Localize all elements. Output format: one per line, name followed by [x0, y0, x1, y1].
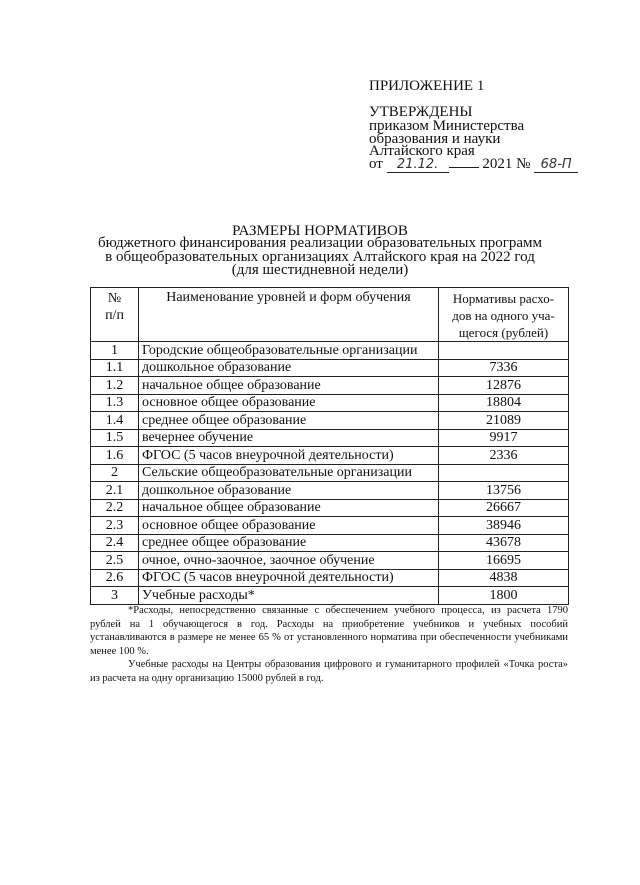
row-number: 2.3	[91, 517, 139, 535]
row-value: 12876	[439, 377, 569, 395]
annex-label: ПРИЛОЖЕНИЕ 1	[369, 78, 485, 94]
row-number: 3	[91, 587, 139, 605]
row-value: 7336	[439, 359, 569, 377]
header-num-line: п/п	[105, 308, 124, 323]
row-name: основное общее образование	[139, 517, 439, 535]
document-title: РАЗМЕРЫ НОРМАТИВОВ	[232, 223, 408, 239]
table-header-row	[91, 288, 569, 342]
row-value: 2336	[439, 447, 569, 465]
order-line: приказом Министерства	[369, 118, 525, 134]
header-value-line: Нормативы расхо-	[452, 291, 555, 306]
subtitle-line: бюджетного финансирования реализации образовательных программ	[97, 235, 543, 251]
order-year: 2021 №	[482, 156, 531, 172]
approved-label: УТВЕРЖДЕНЫ	[369, 104, 473, 120]
footnote: Учебные расходы на Центры образования цифрового и гуманитарного профилей «Точка роста» из расчета на одну организацию 15000 рублей в год.	[90, 659, 568, 684]
row-name: дошкольное образование	[139, 482, 439, 500]
row-value: 38946	[439, 517, 569, 535]
row-number: 1	[91, 342, 139, 360]
row-number: 1.6	[91, 447, 139, 465]
row-value: 43678	[439, 534, 569, 552]
table-body	[91, 342, 569, 605]
table-row	[91, 377, 569, 395]
table-row	[91, 359, 569, 377]
row-name: дошкольное образование	[139, 359, 439, 377]
table-row	[91, 569, 569, 587]
row-number: 1.5	[91, 429, 139, 447]
row-name: среднее общее образование	[139, 534, 439, 552]
row-number: 1.4	[91, 412, 139, 430]
row-value	[439, 464, 569, 482]
header-value-line: щегося (рублей)	[458, 325, 549, 340]
row-name: основное общее образование	[139, 394, 439, 412]
header-num	[91, 288, 139, 342]
header-name: Наименование уровней и форм обучения	[139, 288, 439, 342]
row-number: 2.5	[91, 552, 139, 570]
row-name: начальное общее образование	[139, 377, 439, 395]
row-number: 2.4	[91, 534, 139, 552]
subtitle-line: в общеобразовательных организациях Алтайского края на 2022 год	[105, 248, 535, 265]
header-value	[439, 288, 569, 342]
table-row	[91, 412, 569, 430]
order-date-line	[369, 156, 578, 173]
document-subtitle	[80, 237, 560, 278]
row-number: 1.2	[91, 377, 139, 395]
handwritten-date: 21.12.	[387, 157, 449, 173]
row-value: 13756	[439, 482, 569, 500]
row-name: Городские общеобразовательные организации	[139, 342, 439, 360]
table-row	[91, 447, 569, 465]
row-name: ФГОС (5 часов внеурочной деятельности)	[139, 447, 439, 465]
row-value: 21089	[439, 412, 569, 430]
row-value: 18804	[439, 394, 569, 412]
row-name: вечернее обучение	[139, 429, 439, 447]
handwritten-order-number: 68-П	[534, 157, 578, 173]
date-blank	[449, 167, 479, 168]
order-line: Алтайского края	[369, 143, 475, 159]
row-name: начальное общее образование	[139, 499, 439, 517]
header-value-line: дов на одного уча-	[452, 308, 555, 323]
row-value: 1800	[439, 587, 569, 605]
table-row	[91, 517, 569, 535]
order-reference	[369, 120, 524, 158]
row-value: 9917	[439, 429, 569, 447]
table-row	[91, 429, 569, 447]
row-name: ФГОС (5 часов внеурочной деятельности)	[139, 569, 439, 587]
row-number: 2	[91, 464, 139, 482]
row-value: 16695	[439, 552, 569, 570]
standards-table	[90, 287, 569, 605]
table-row	[91, 552, 569, 570]
table-row	[91, 394, 569, 412]
table-row	[91, 342, 569, 360]
footnotes	[90, 604, 568, 685]
row-number: 2.1	[91, 482, 139, 500]
row-value: 4838	[439, 569, 569, 587]
row-name: Сельские общеобразовательные организации	[139, 464, 439, 482]
header-num-line: №	[107, 291, 122, 306]
table-row	[91, 534, 569, 552]
row-name: Учебные расходы*	[139, 587, 439, 605]
row-number: 2.2	[91, 499, 139, 517]
row-number: 2.6	[91, 569, 139, 587]
table-row	[91, 499, 569, 517]
row-name: очное, очно-заочное, заочное обучение	[139, 552, 439, 570]
row-value: 26667	[439, 499, 569, 517]
table-row	[91, 587, 569, 605]
row-number: 1.1	[91, 359, 139, 377]
order-line: образования и науки	[369, 130, 501, 147]
subtitle-line: (для шестидневной недели)	[231, 262, 409, 278]
table-row	[91, 482, 569, 500]
table-row	[91, 464, 569, 482]
date-prefix: от	[369, 156, 383, 172]
footnote: *Расходы, непосредственно связанные с обеспечением учебного процесса, из расчета 1790 рублей на 1 обучающегося в год. Расходы на приобретение учебников и учебных пособий устанавливаются в размере не менее 65 % от установленного норматива при обеспеченности учебниками менее 100 %.	[90, 605, 568, 657]
row-number: 1.3	[91, 394, 139, 412]
row-name: среднее общее образование	[139, 412, 439, 430]
row-value	[439, 342, 569, 360]
